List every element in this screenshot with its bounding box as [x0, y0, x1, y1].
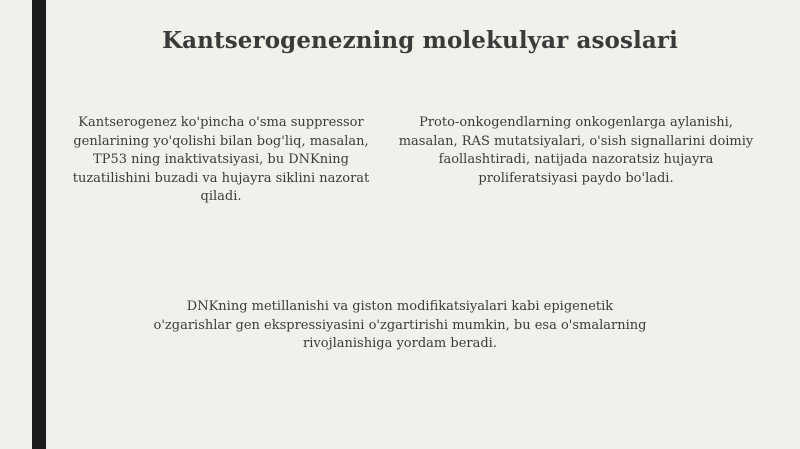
slide-title: Kantserogenezning molekulyar asoslari [162, 27, 678, 54]
paragraph-epigenetics: DNKning metillanishi va giston modifikatsiyalari kabi epigenetik o'zgarishlar gen ekspressiyasini o'zgartirishi mumkin, bu esa o'smalarning rivojlanishiga yordam beradi. [153, 299, 647, 351]
accent-bar [32, 0, 46, 449]
paragraph-tumor-suppressors: Kantserogenez ko'pincha o'sma suppressor genlarining yo'qolishi bilan bog'liq, masalan, TP53 ning inaktivatsiyasi, bu DNKning tuzatilishini buzadi va hujayra siklini nazorat qiladi. [72, 115, 370, 204]
paragraph-oncogenes: Proto-onkogendlarning onkogenlarga aylanishi, masalan, RAS mutatsiyalari, o'sish signallarini doimiy faollashtiradi, natijada nazoratsiz hujayra proliferatsiyasi paydo bo'ladi. [398, 115, 754, 186]
